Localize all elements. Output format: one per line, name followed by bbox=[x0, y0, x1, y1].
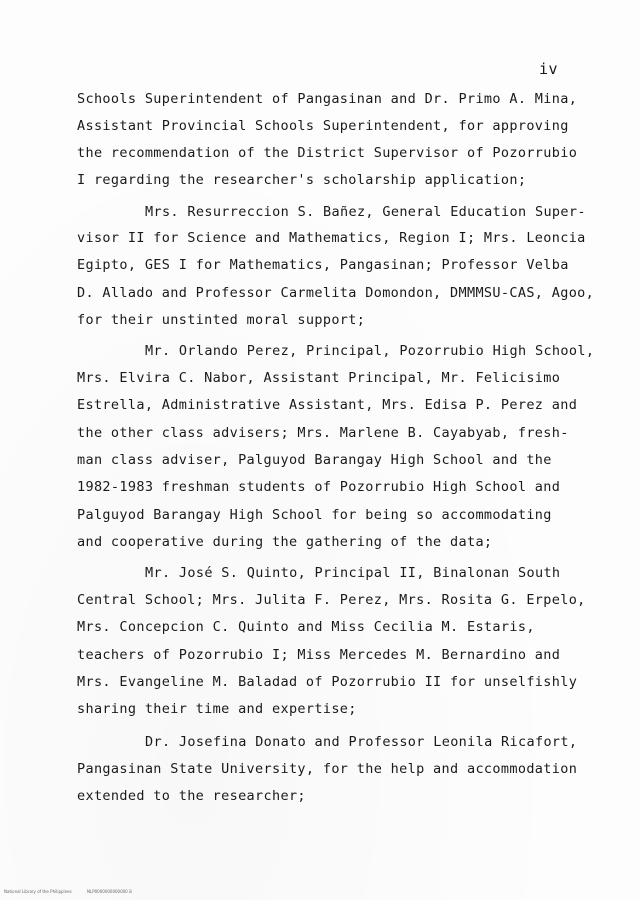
paragraph-first-line: Mrs. Resurreccion S. Bañez, General Education Super- bbox=[145, 204, 586, 220]
text-line: Mrs. Elvira C. Nabor, Assistant Principal, Mr. Felicisimo bbox=[77, 370, 561, 386]
text-line: Central School; Mrs. Julita F. Perez, Mrs. Rosita G. Erpelo, bbox=[77, 592, 586, 608]
text-line: Mrs. Evangeline M. Baladad of Pozorrubio II for unselfishly bbox=[77, 674, 578, 690]
text-line: Assistant Provincial Schools Superintendent, for approving bbox=[77, 118, 569, 134]
text-line: Palguyod Barangay High School for being so accommodating bbox=[77, 507, 552, 523]
archive-footer bbox=[4, 889, 146, 894]
archive-code: NLP0000000000000 iii bbox=[87, 889, 133, 894]
text-line: teachers of Pozorrubio I; Miss Mercedes M. Bernardino and bbox=[77, 647, 561, 663]
text-line: D. Allado and Professor Carmelita Domondon, DMMMSU-CAS, Agoo, bbox=[77, 285, 595, 301]
text-line: Egipto, GES I for Mathematics, Pangasinan; Professor Velba bbox=[77, 257, 569, 273]
text-line: sharing their time and expertise; bbox=[77, 701, 357, 717]
text-line: the other class advisers; Mrs. Marlene B. Cayabyab, fresh- bbox=[77, 425, 569, 441]
text-line: Mrs. Concepcion C. Quinto and Miss Cecilia M. Estaris, bbox=[77, 619, 535, 635]
text-line: for their unstinted moral support; bbox=[77, 312, 366, 328]
text-line: man class adviser, Palguyod Barangay High School and the bbox=[77, 452, 552, 468]
text-line: and cooperative during the gathering of the data; bbox=[77, 534, 493, 550]
paragraph-first-line: Mr. José S. Quinto, Principal II, Binalonan South bbox=[145, 565, 561, 581]
text-line: extended to the researcher; bbox=[77, 788, 306, 804]
page-number: iv bbox=[539, 60, 559, 78]
paragraph-first-line: Dr. Josefina Donato and Professor Leonila Ricafort, bbox=[145, 734, 578, 750]
text-line: Pangasinan State University, for the help and accommodation bbox=[77, 761, 578, 777]
text-line: 1982-1983 freshman students of Pozorrubio High School and bbox=[77, 479, 561, 495]
text-line: I regarding the researcher's scholarship application; bbox=[77, 172, 527, 188]
text-line: Schools Superintendent of Pangasinan and Dr. Primo A. Mina, bbox=[77, 91, 578, 107]
text-line: Estrella, Administrative Assistant, Mrs. Edisa P. Perez and bbox=[77, 397, 578, 413]
text-line: the recommendation of the District Supervisor of Pozorrubio bbox=[77, 145, 578, 161]
paragraph-first-line: Mr. Orlando Perez, Principal, Pozorrubio High School, bbox=[145, 343, 595, 359]
library-credit: National Library of the Philippines bbox=[4, 889, 72, 894]
text-line: visor II for Science and Mathematics, Region I; Mrs. Leoncia bbox=[77, 230, 586, 246]
